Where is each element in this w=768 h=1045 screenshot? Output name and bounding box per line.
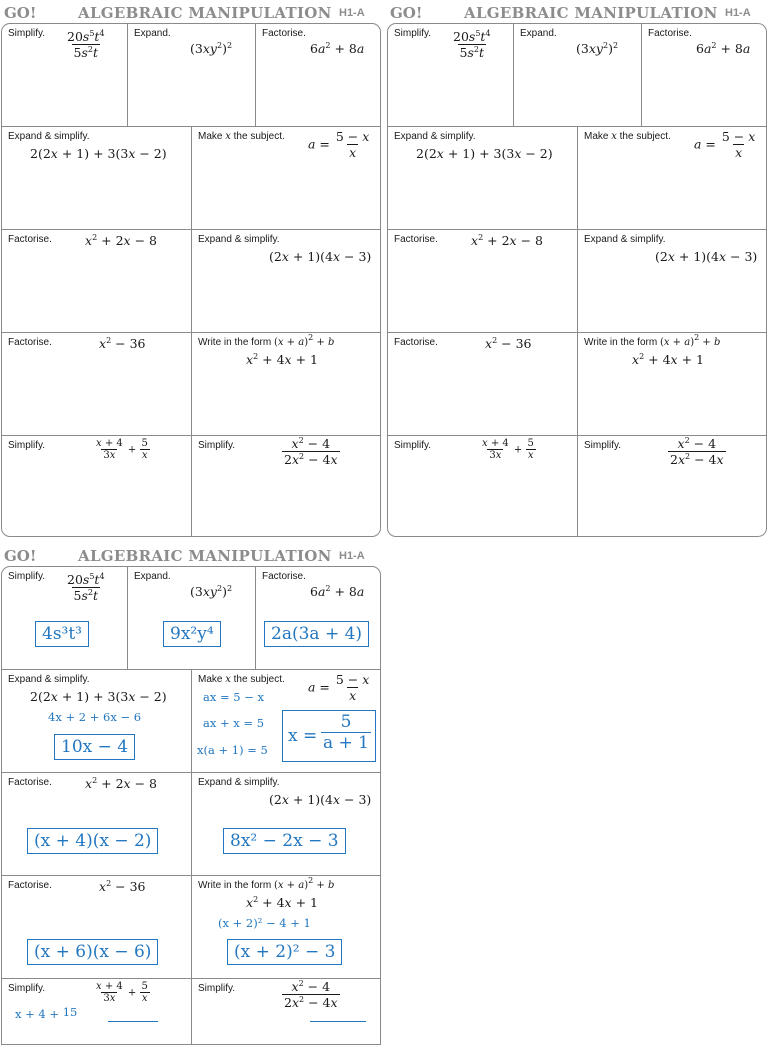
worksheet-header	[0, 545, 383, 567]
answer-box-q8: (x + 6)(x − 6)	[27, 939, 158, 965]
question-label: Simplify.	[8, 440, 46, 451]
question-expression: $\frac{x^2 - 4}{2x^2 - 4x}$	[284, 979, 338, 1010]
question-expression: $\frac{20s^5t^4}{5s^2t}$	[67, 29, 105, 60]
question-label: Simplify.	[584, 440, 622, 451]
question-expression: $x^2 - 36$	[485, 336, 532, 351]
question-simplify-power	[2, 567, 128, 670]
question-label: Expand.	[134, 571, 171, 582]
question-label: Factorise.	[8, 337, 52, 348]
question-simplify-fractions-sum	[388, 436, 578, 537]
question-expression: $x^2 + 2x - 8$	[85, 233, 157, 248]
question-label: Write in the form $(x + a)^2 + b$	[198, 876, 335, 891]
question-expression: 2(2x + 1) + 3(3x − 2)	[30, 689, 167, 704]
question-grid	[387, 23, 767, 537]
question-expression: a = $\frac{5 - x}{x}$	[308, 129, 370, 160]
question-label: Factorise.	[394, 234, 438, 245]
answer-box-q2: 9x²y⁴	[163, 621, 221, 647]
question-factorise-trinomial	[2, 230, 192, 333]
question-expression: $6a^2 + 8a$	[310, 584, 365, 599]
question-complete-square	[192, 333, 381, 436]
question-simplify-algebraic-fraction	[192, 436, 381, 537]
header-code: H1-A	[339, 550, 365, 562]
question-expression: $x^2 + 4x + 1$	[246, 352, 318, 367]
question-label: Factorise.	[648, 28, 692, 39]
header-go: GO!	[4, 547, 37, 565]
question-factorise-trinomial	[2, 773, 192, 876]
question-expression: $x^2 + 2x - 8$	[471, 233, 543, 248]
question-factorise-difference-squares	[2, 333, 192, 436]
question-expand-power	[128, 567, 256, 670]
question-label: Factorise.	[262, 571, 306, 582]
question-label: Expand & simplify.	[198, 234, 280, 245]
question-simplify-fractions-sum	[2, 436, 192, 537]
header-code: H1-A	[725, 7, 751, 19]
question-label: Factorise.	[8, 234, 52, 245]
question-label: Expand.	[134, 28, 171, 39]
header-go: GO!	[390, 4, 423, 22]
question-label: Expand & simplify.	[8, 674, 90, 685]
question-label: Write in the form $(x + a)^2 + b$	[198, 333, 335, 348]
header-title: ALGEBRAIC MANIPULATION	[78, 547, 332, 565]
answer-box-q4: 10x − 4	[54, 734, 135, 760]
question-expression: $x^2 + 4x + 1$	[632, 352, 704, 367]
question-label: Expand & simplify.	[394, 131, 476, 142]
question-expand-simplify-linear	[2, 127, 192, 230]
working-q9: (x + 2)² − 4 + 1	[218, 916, 311, 930]
question-expression: $6a^2 + 8a$	[696, 41, 751, 56]
question-expand-double-brackets	[192, 773, 381, 876]
question-label: Write in the form $(x + a)^2 + b$	[584, 333, 721, 348]
question-expression: $\frac{x^2 - 4}{2x^2 - 4x}$	[284, 436, 338, 467]
question-expression: $6a^2 + 8a$	[310, 41, 365, 56]
worksheet-header	[0, 2, 383, 24]
question-label: Make x the subject.	[584, 131, 671, 142]
question-grid	[1, 23, 381, 537]
question-factorise-quadratic	[256, 24, 381, 127]
question-label: Expand.	[520, 28, 557, 39]
answer-box-q6: (x + 4)(x − 2)	[27, 828, 158, 854]
question-simplify-algebraic-fraction	[578, 436, 767, 537]
header-title: ALGEBRAIC MANIPULATION	[464, 4, 718, 22]
question-complete-square	[578, 333, 767, 436]
question-expand-power	[128, 24, 256, 127]
working-q4: 4x + 2 + 6x − 6	[48, 710, 142, 724]
question-expression: $\frac{20s^5t^4}{5s^2t}$	[453, 29, 491, 60]
question-simplify-algebraic-fraction	[192, 979, 381, 1045]
working-q5-line3: x(a + 1) = 5	[197, 743, 268, 757]
question-expression: a = $\frac{5 - x}{x}$	[308, 672, 370, 703]
question-expression: $x^2 + 2x - 8$	[85, 776, 157, 791]
header-code: H1-A	[339, 7, 365, 19]
question-label: Factorise.	[262, 28, 306, 39]
question-expression: $\frac{20s^5t^4}{5s^2t}$	[67, 572, 105, 603]
question-expression: 2(2x + 1) + 3(3x − 2)	[416, 146, 553, 161]
question-label: Simplify.	[394, 440, 432, 451]
question-label: Factorise.	[8, 777, 52, 788]
question-expression: a = $\frac{5 - x}{x}$	[694, 129, 756, 160]
question-expression: $x^2 - 36$	[99, 879, 146, 894]
question-expand-double-brackets	[578, 230, 767, 333]
question-expression: (2x + 1)(4x − 3)	[269, 249, 372, 264]
question-label: Simplify.	[8, 983, 46, 994]
question-factorise-trinomial	[388, 230, 578, 333]
question-label: Expand & simplify.	[584, 234, 666, 245]
question-expression: $(3xy^2)^2$	[576, 41, 619, 56]
question-make-subject	[192, 127, 381, 230]
working-q10: x + 4 + 15	[15, 1005, 78, 1021]
question-expression: $x^2 + 4x + 1$	[246, 895, 318, 910]
answer-box-q7: 8x² − 2x − 3	[223, 828, 346, 854]
question-expand-double-brackets	[192, 230, 381, 333]
working-q5-line1: ax = 5 − x	[203, 690, 265, 704]
question-label: Factorise.	[394, 337, 438, 348]
answer-box-q3: 2a(3a + 4)	[264, 621, 369, 647]
working-q5-line2: ax + x = 5	[203, 716, 265, 730]
question-label: Make x the subject.	[198, 674, 285, 685]
question-simplify-power	[388, 24, 514, 127]
question-expand-power	[514, 24, 642, 127]
question-expression: 2(2x + 1) + 3(3x − 2)	[30, 146, 167, 161]
question-expression: $\frac{x + 4}{3x}$ + $\frac{5}{x}$	[96, 981, 148, 1004]
header-title: ALGEBRAIC MANIPULATION	[78, 4, 332, 22]
header-go: GO!	[4, 4, 37, 22]
question-label: Simplify.	[198, 983, 236, 994]
question-label: Simplify.	[8, 28, 46, 39]
answer-box-q9: (x + 2)² − 3	[227, 939, 342, 965]
question-factorise-difference-squares	[388, 333, 578, 436]
question-label: Simplify.	[394, 28, 432, 39]
question-make-subject	[578, 127, 767, 230]
question-expression: $(3xy^2)^2$	[190, 41, 233, 56]
answer-box-q11-edge	[310, 1021, 366, 1025]
question-expression: $(3xy^2)^2$	[190, 584, 233, 599]
question-expression: $\frac{x + 4}{3x}$ + $\frac{5}{x}$	[482, 438, 534, 461]
question-label: Make x the subject.	[198, 131, 285, 142]
answer-box-q10-edge	[108, 1021, 158, 1025]
answer-box-q5: x = $\frac{5}{a + 1}$	[282, 710, 376, 762]
question-expression: (2x + 1)(4x − 3)	[269, 792, 372, 807]
question-expression: $x^2 - 36$	[99, 336, 146, 351]
question-label: Expand & simplify.	[8, 131, 90, 142]
question-expand-simplify-linear	[388, 127, 578, 230]
question-simplify-power	[2, 24, 128, 127]
worksheet-header	[386, 2, 768, 24]
question-expression: $\frac{x + 4}{3x}$ + $\frac{5}{x}$	[96, 438, 148, 461]
question-label: Factorise.	[8, 880, 52, 891]
answer-box-q1: 4s³t³	[35, 621, 89, 647]
question-factorise-quadratic	[642, 24, 767, 127]
question-expression: (2x + 1)(4x − 3)	[655, 249, 758, 264]
question-label: Simplify.	[198, 440, 236, 451]
question-factorise-quadratic	[256, 567, 381, 670]
question-label: Expand & simplify.	[198, 777, 280, 788]
question-label: Simplify.	[8, 571, 46, 582]
question-expression: $\frac{x^2 - 4}{2x^2 - 4x}$	[670, 436, 724, 467]
